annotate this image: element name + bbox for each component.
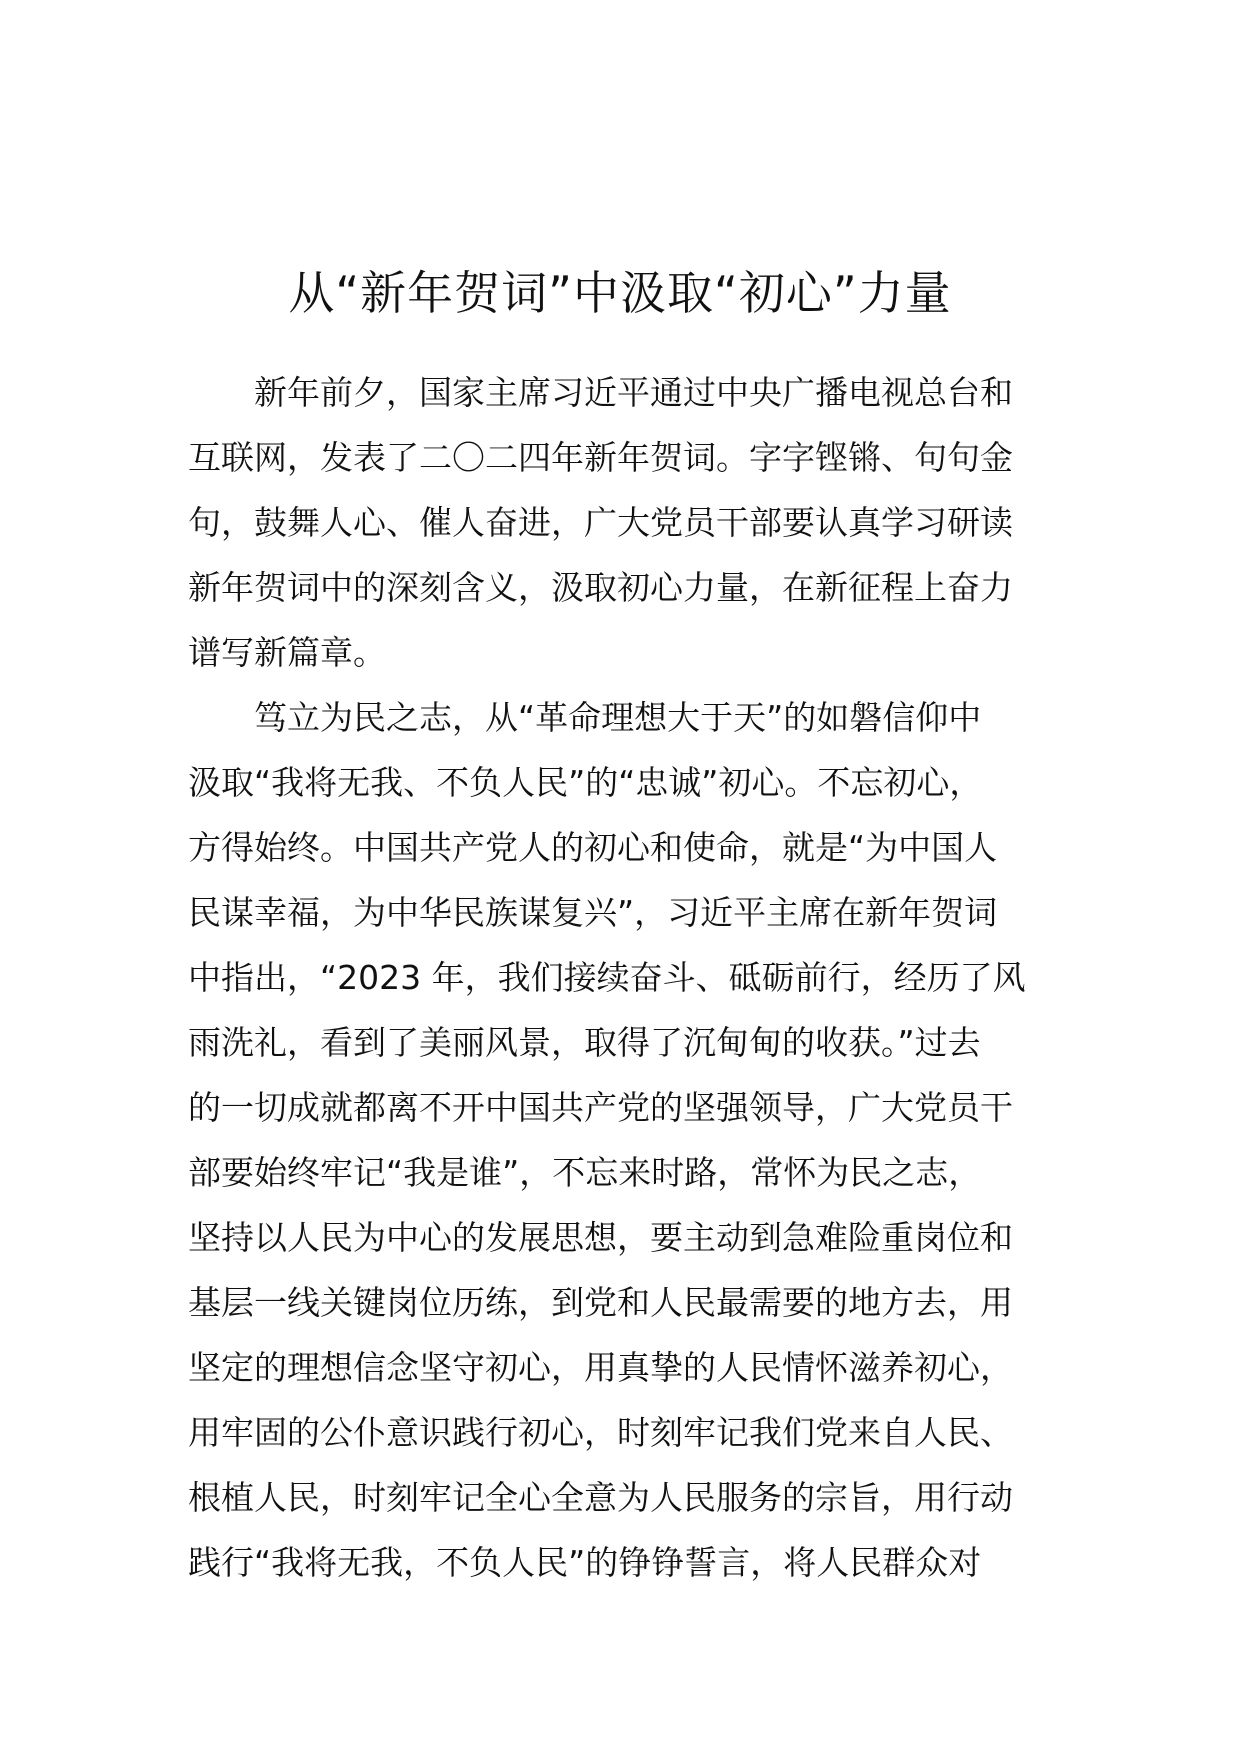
paragraph-line: 笃立为民之志，从“革命理想大于天”的如磐信仰中 (254, 698, 982, 737)
paragraph-line: 新年前夕，国家主席习近平通过中央广播电视总台和 (254, 373, 1013, 412)
paragraph-line: 谱写新篇章。 (188, 633, 386, 672)
paragraph-line: 用牢固的公仆意识践行初心，时刻牢记我们党来自人民、 (188, 1413, 1013, 1452)
paragraph-line: 句，鼓舞人心、催人奋进，广大党员干部要认真学习研读 (188, 503, 1013, 542)
paragraph-line: 互联网，发表了二〇二四年新年贺词。字字铿锵、句句金 (188, 438, 1013, 477)
paragraph-line: 方得始终。中国共产党人的初心和使命，就是“为中国人 (188, 828, 998, 867)
paragraph-line: 坚持以人民为中心的发展思想，要主动到急难险重岗位和 (188, 1218, 1013, 1257)
document-title: 从“新年贺词”中汲取“初心”力量 (288, 265, 952, 320)
paragraph-line: 根植人民，时刻牢记全心全意为人民服务的宗旨，用行动 (188, 1478, 1013, 1517)
paragraph-line: 民谋幸福，为中华民族谋复兴”，习近平主席在新年贺词 (188, 893, 998, 932)
paragraph-1 (188, 360, 1088, 685)
paragraph-2 (188, 685, 1088, 1595)
paragraph-line: 汲取“我将无我、不负人民”的“忠诚”初心。不忘初心， (188, 763, 983, 802)
paragraph-line: 坚定的理想信念坚守初心，用真挚的人民情怀滋养初心， (188, 1348, 1013, 1387)
paragraph-line: 践行“我将无我，不负人民”的铮铮誓言，将人民群众对 (188, 1543, 982, 1582)
paragraph-line: 基层一线关键岗位历练，到党和人民最需要的地方去，用 (188, 1283, 1013, 1322)
paragraph-line: 中指出，“2023 年，我们接续奋斗、砥砺前行，经历了风 (188, 958, 1026, 997)
document-body (188, 360, 1088, 1595)
paragraph-line: 部要始终牢记“我是谁”，不忘来时路，常怀为民之志， (188, 1153, 982, 1192)
paragraph-line: 雨洗礼，看到了美丽风景，取得了沉甸甸的收获。”过去 (188, 1023, 981, 1062)
paragraph-line: 新年贺词中的深刻含义，汲取初心力量，在新征程上奋力 (188, 568, 1013, 607)
paragraph-line: 的一切成就都离不开中国共产党的坚强领导，广大党员干 (188, 1088, 1013, 1127)
